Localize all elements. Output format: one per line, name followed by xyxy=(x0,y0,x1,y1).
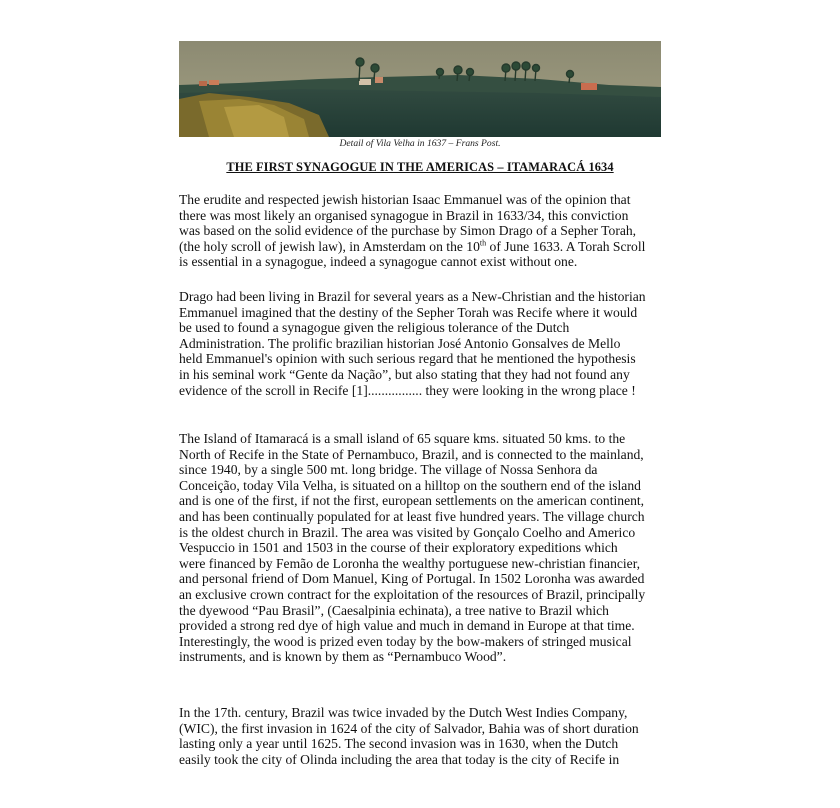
text-line: Administration. The prolific brazilian historian José Antonio Gonsalves de Mello xyxy=(179,335,621,351)
text-line: there was most likely an organised synagogue in Brazil in 1633/34, this conviction xyxy=(179,207,629,223)
text-line: and has been continually populated for at least five hundred years. The village church xyxy=(179,508,645,524)
text-line: lasting only a year until 1625. The second invasion was in 1630, when the Dutch xyxy=(179,736,619,752)
text-line: North of Recife in the State of Pernambuco, Brazil, and is connected to the mainland, xyxy=(179,446,644,462)
text-line: is the oldest church in Brazil. The area was visited by Gonçalo Coelho and Americo xyxy=(179,524,636,540)
text-fragment: (the holy scroll of jewish law), in Amsterdam on the 10 xyxy=(179,238,480,254)
text-line: since 1940, by a single 500 mt. long bridge. The village of Nossa Senhora da xyxy=(179,462,598,478)
paragraph-4 xyxy=(179,705,661,767)
text-line: instruments, and is known by them as “Pernambuco Wood”. xyxy=(179,649,507,665)
text-line: was based on the solid evidence of the purchase by Simon Drago of a Sepher Torah, xyxy=(179,223,637,239)
paragraph-1 xyxy=(179,192,661,270)
text-line: Vespuccio in 1501 and 1503 in the course of their exploratory expeditions which xyxy=(179,540,618,556)
text-line: Drago had been living in Brazil for several years as a New-Christian and the historian xyxy=(179,289,646,304)
text-line: be used to found a synagogue given the religious tolerance of the Dutch xyxy=(179,320,570,336)
text-line: the dyewood “Pau Brasil”, (Caesalpinia echinata), a tree native to Brazil which xyxy=(179,602,609,618)
text-line: and is one of the first, if not the first, european settlements on the american continent, xyxy=(179,493,645,509)
paragraph-3 xyxy=(179,431,661,665)
text-line xyxy=(179,239,661,255)
text-line: and personal friend of Dom Manuel, King of Portugal. In 1502 Loronha was awarded xyxy=(179,571,645,587)
page-title: THE FIRST SYNAGOGUE IN THE AMERICAS – ITAMARACÁ 1634 xyxy=(226,160,614,174)
vila-velha-painting xyxy=(179,41,661,137)
figure-caption: Detail of Vila Velha in 1637 – Frans Post. xyxy=(339,138,501,149)
text-line: Conceição, today Vila Velha, is situated on a hilltop on the southern end of the island xyxy=(179,477,641,493)
text-line: Interestingly, the wood is prized even today by the bow-makers of stringed musical xyxy=(179,633,632,649)
text-line: an exclusive crown contract for the exploitation of the resources of Brazil, principally xyxy=(179,586,646,602)
text-line: evidence of the scroll in Recife [1]................ they were looking in the wrong place ! xyxy=(179,382,636,398)
paragraph-2 xyxy=(179,289,661,398)
text-line: The erudite and respected jewish historian Isaac Emmanuel was of the opinion that xyxy=(179,192,631,207)
text-line: Emmanuel imagined that the destiny of the Sepher Torah was Recife where it would xyxy=(179,304,638,320)
text-line: in his seminal work “Gente da Nação”, but also stating that they had not found any xyxy=(179,366,630,382)
text-line: (WIC), the first invasion in 1624 of the city of Salvador, Bahia was of short duration xyxy=(179,720,639,736)
text-line: easily took the city of Olinda including the area that today is the city of Recife in xyxy=(179,751,620,767)
text-line: held Emmanuel's opinion with such serious regard that he mentioned the hypothesis xyxy=(179,351,636,367)
superscript: th xyxy=(479,238,487,248)
text-line: were financed by Femão de Loronha the wealthy portuguese new-christian financier, xyxy=(179,555,641,571)
text-line: The Island of Itamaracá is a small island of 65 square kms. situated 50 kms. to the xyxy=(179,431,626,446)
text-line: is essential in a synagogue, indeed a synagogue cannot exist without one. xyxy=(179,254,578,270)
text-line: In the 17th. century, Brazil was twice invaded by the Dutch West Indies Company, xyxy=(179,705,628,720)
text-line: provided a strong red dye of high value and much in demand in Europe at that time. xyxy=(179,618,635,634)
text-fragment: of June 1633. A Torah Scroll xyxy=(486,238,646,254)
